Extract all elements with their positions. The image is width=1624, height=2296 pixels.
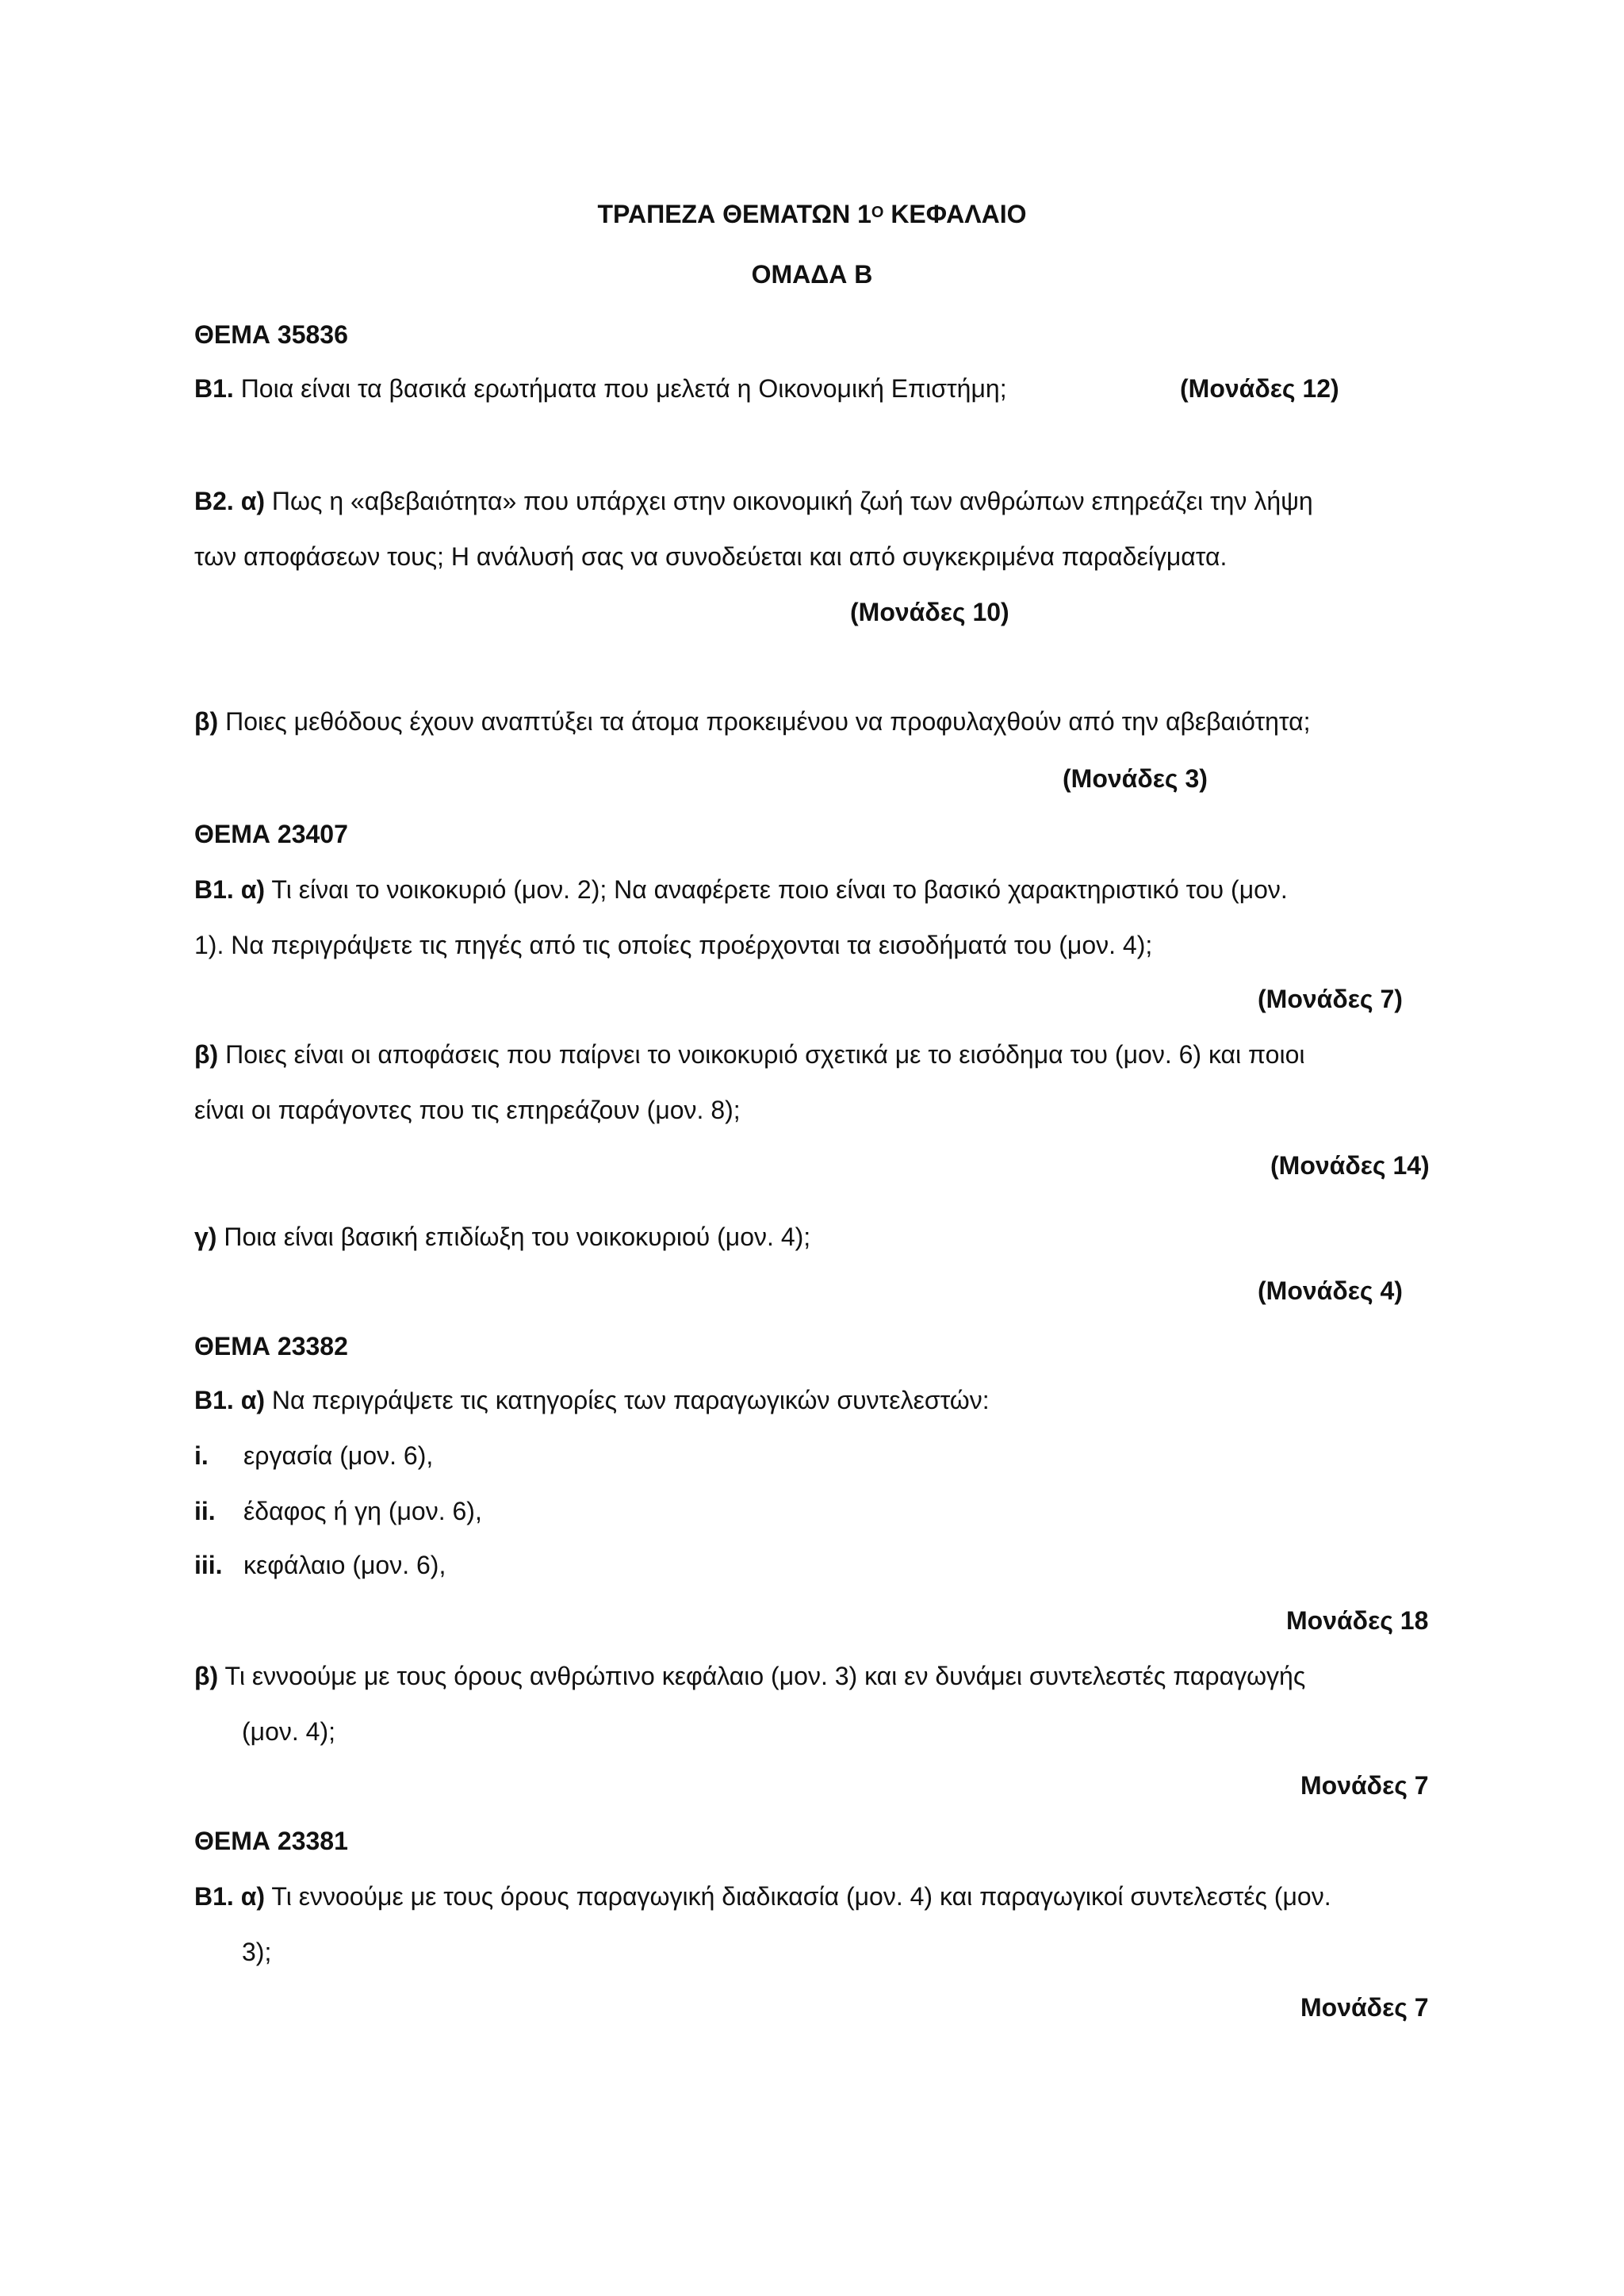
question-label: Β1. α) <box>194 875 266 904</box>
list-item <box>194 1440 433 1471</box>
question-b2a-line2: των αποφάσεων τους; Η ανάλυσή σας να συνοδεύεται και από συγκεκριμένα παραδείγματα. <box>194 542 1228 571</box>
list-number: ii. <box>194 1497 216 1525</box>
question-label: β) <box>194 1040 219 1069</box>
list-number: iii. <box>194 1551 223 1579</box>
question-text: Τι είναι το νοικοκυριό (μον. 2); Να αναφέρετε ποιο είναι το βασικό χαρακτηριστικό του (μον. <box>265 875 1288 904</box>
marks: Μονάδες 7 <box>1300 1993 1429 2022</box>
question-text: Ποιες είναι οι αποφάσεις που παίρνει το νοικοκυριό σχετικά με το εισόδημα του (μον. 6) και ποιοι <box>218 1040 1305 1069</box>
title-text: ΤΡΑΠΕΖΑ ΘΕΜΑΤΩΝ 1 <box>597 200 871 228</box>
question-b-line2: (μον. 4); <box>242 1717 336 1746</box>
question-b2b <box>194 706 1310 737</box>
question-c <box>194 1221 810 1253</box>
topic-heading: ΘΕΜΑ 35836 <box>194 320 348 349</box>
list-item <box>194 1549 446 1581</box>
marks: (Μονάδες 7) <box>1258 985 1403 1013</box>
question-text: Ποιες μεθόδους έχουν αναπτύξει τα άτομα προκειμένου να προφυλαχθούν από την αβεβαιότητα; <box>218 707 1311 736</box>
question-text: Ποια είναι τα βασικά ερωτήματα που μελετά η Οικονομική Επιστήμη; <box>233 374 1007 403</box>
list-item <box>194 1495 482 1527</box>
list-text: εργασία (μον. 6), <box>243 1441 434 1470</box>
question-text: Ποια είναι βασική επιδίωξη του νοικοκυριού (μον. 4); <box>216 1223 811 1251</box>
question-b1a-line2: 3); <box>242 1938 272 1966</box>
question-text: Τι εννοούμε με τους όρους ανθρώπινο κεφάλαιο (μον. 3) και εν δυνάμει συντελεστές παραγωγής <box>218 1662 1306 1690</box>
question-b1a-line2: 1). Να περιγράψετε τις πηγές από τις οποίες προέρχονται τα εισοδήματά του (μον. 4); <box>194 931 1153 959</box>
question-label: Β1. <box>194 374 234 403</box>
question-b1a-line1 <box>194 1881 1331 1912</box>
document-title <box>0 198 1624 230</box>
question-b1 <box>194 373 1007 404</box>
question-b-line2: είναι οι παράγοντες που τις επηρεάζουν (μον. 8); <box>194 1096 741 1124</box>
question-label: γ) <box>194 1223 217 1251</box>
marks: (Μονάδες 3) <box>1063 764 1208 793</box>
question-label: Β2. α) <box>194 487 266 515</box>
group-heading: ΟΜΑΔΑ Β <box>751 260 873 289</box>
marks: (Μονάδες 4) <box>1258 1276 1403 1305</box>
list-text: έδαφος ή γη (μον. 6), <box>243 1497 482 1525</box>
question-text: Να περιγράψετε τις κατηγορίες των παραγωγικών συντελεστών: <box>265 1386 990 1414</box>
question-b-line1 <box>194 1660 1305 1692</box>
marks: (Μονάδες 12) <box>1180 374 1339 403</box>
topic-heading: ΘΕΜΑ 23382 <box>194 1332 348 1360</box>
question-label: Β1. α) <box>194 1882 266 1911</box>
topic-heading: ΘΕΜΑ 23381 <box>194 1827 348 1855</box>
title-tail: ΚΕΦΑΛΑΙΟ <box>883 200 1027 228</box>
list-text: κεφάλαιο (μον. 6), <box>243 1551 446 1579</box>
question-label: β) <box>194 1662 219 1690</box>
question-b1a <box>194 1384 990 1416</box>
topic-heading: ΘΕΜΑ 23407 <box>194 820 348 848</box>
marks: (Μονάδες 10) <box>850 598 1009 626</box>
question-text: Πως η «αβεβαιότητα» που υπάρχει στην οικονομική ζωή των ανθρώπων επηρεάζει την λήψη <box>265 487 1313 515</box>
list-number: i. <box>194 1441 209 1470</box>
question-label: β) <box>194 707 219 736</box>
marks: Μονάδες 18 <box>1286 1606 1429 1635</box>
question-b2a-line1 <box>194 485 1313 517</box>
question-b-line1 <box>194 1039 1304 1070</box>
marks: Μονάδες 7 <box>1300 1771 1429 1800</box>
question-label: Β1. α) <box>194 1386 266 1414</box>
question-b1a-line1 <box>194 874 1288 905</box>
marks: (Μονάδες 14) <box>1270 1151 1430 1180</box>
title-superscript: Ο <box>871 204 884 221</box>
question-text: Τι εννοούμε με τους όρους παραγωγική διαδικασία (μον. 4) και παραγωγικοί συντελεστές (μον. <box>265 1882 1331 1911</box>
